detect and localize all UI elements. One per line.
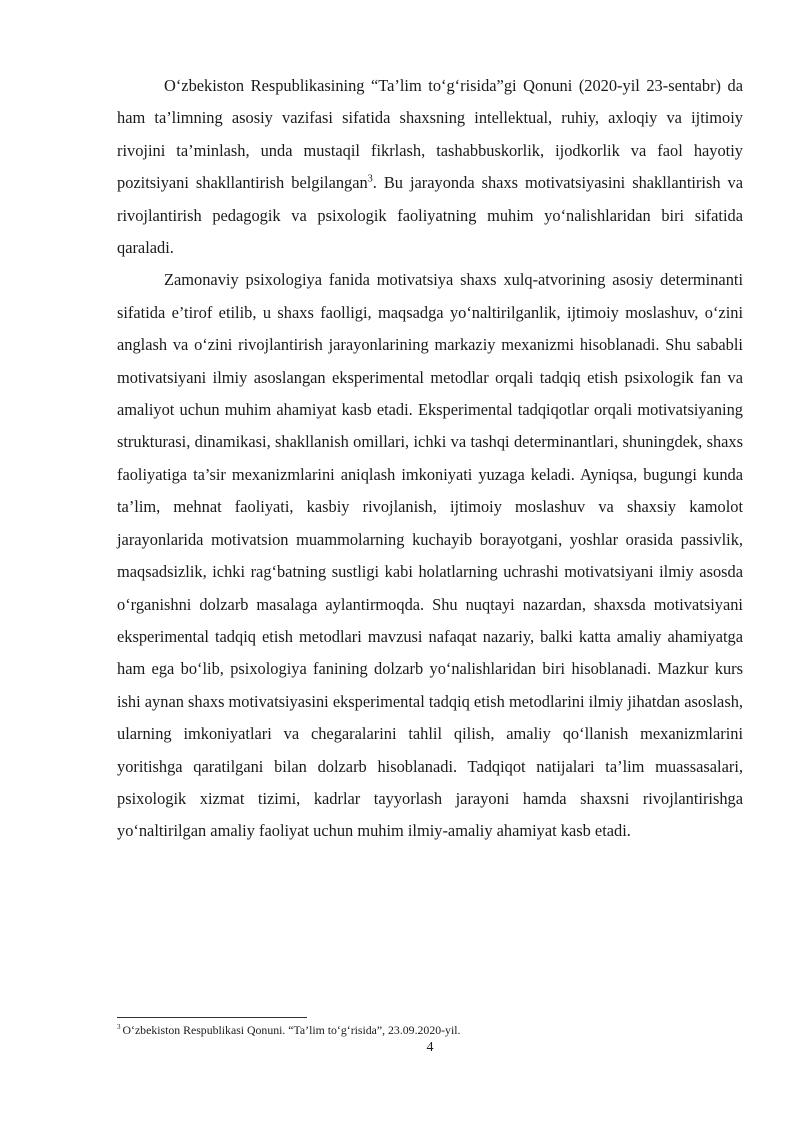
main-text-block: [117, 70, 743, 848]
paragraph-1-text-end: . Bu jarayonda shaxs motivatsiyasini shakllantirish va rivojlantirish pedagogik va psixologik faoliyatning muhim yo‘nalishlaridan biri sifatida qaraladi.: [117, 173, 743, 258]
footnote-marker: 3: [117, 1023, 121, 1032]
footnote-separator: [117, 1017, 307, 1018]
paragraph-2: Zamonaviy psixologiya fanida motivatsiya shaxs xulq-atvorining asosiy determinanti sifatida e’tirof etilib, u shaxs faolligi, maqsadga yo‘naltirilganlik, ijtimoiy moslashuv, o‘zini anglash va o‘zini rivojlantirish jarayonlarining markaziy mexanizmi hisoblanadi. Shu sababli motivatsiyani ilmiy asoslangan eksperimental metodlar orqali tadqiq etish psixologik fan va amaliyot uchun muhim ahamiyat kasb etadi. Eksperimental tadqiqotlar orqali motivatsiyaning strukturasi, dinamikasi, shakllanish omillari, ichki va tashqi determinantlari, shuningdek, shaxs faoliyatiga ta’sir mexanizmlarini aniqlash imkoniyati yuzaga keladi. Ayniqsa, bugungi kunda ta’lim, mehnat faoliyati, kasbiy rivojlanish, ijtimoiy moslashuv va shaxsiy kamolot jarayonlarida motivatsion muammolarning kuchayib borayotgani, yoshlar orasida passivlik, maqsadsizlik, ichki rag‘batning sustligi kabi holatlarning uchrashi motivatsiyani ilmiy asosda o‘rganishni dolzarb masalaga aylantirmoqda. Shu nuqtayi nazardan, shaxsda motivatsiyani eksperimental tadqiq etish metodlari mavzusi nafaqat nazariy, balki katta amaliy ahamiyatga ham ega bo‘lib, psixologiya fanining dolzarb yo‘nalishlaridan biri hisoblanadi. Mazkur kurs ishi aynan shaxs motivatsiyasini eksperimental tadqiq etish metodlarini ilmiy jihatdan asoslash, ularning imkoniyatlari va chegaralarini tahlil qilish, amaliy qo‘llanish mexanizmlarini yoritishga qaratilgani bilan dolzarb hisoblanadi. Tadqiqot natijalari ta’lim muassasalari, psixologik xizmat tizimi, kadrlar tayyorlash jarayoni hamda shaxsni rivojlantirishga yo‘naltirilgan amaliy faoliyat uchun muhim ilmiy-amaliy ahamiyat kasb etadi.: [117, 270, 743, 841]
paragraph-1: [117, 70, 743, 264]
page-number: 4: [426, 1040, 434, 1055]
footnote-reference[interactable]: 3: [367, 173, 373, 185]
footnote: [117, 1023, 743, 1038]
footnote-text: O‘zbekiston Respublikasi Qonuni. “Ta’lim to‘g‘risida”, 23.09.2020-yil.: [122, 1023, 461, 1037]
paragraph-1-text-start: O‘zbekiston Respublikasining “Ta’lim to‘g‘risida”gi Qonuni (2020-yil 23-sentabr) da ham ta’limning asosiy vazifasi sifatida shaxsning intellektual, ruhiy, axloqiy va ijtimoiy rivojini ta’minlash, unda mustaqil fikrlash, tashabbuskorlik, ijodkorlik va faol hayotiy pozitsiyani shakllantirish belgilangan: [117, 76, 743, 193]
